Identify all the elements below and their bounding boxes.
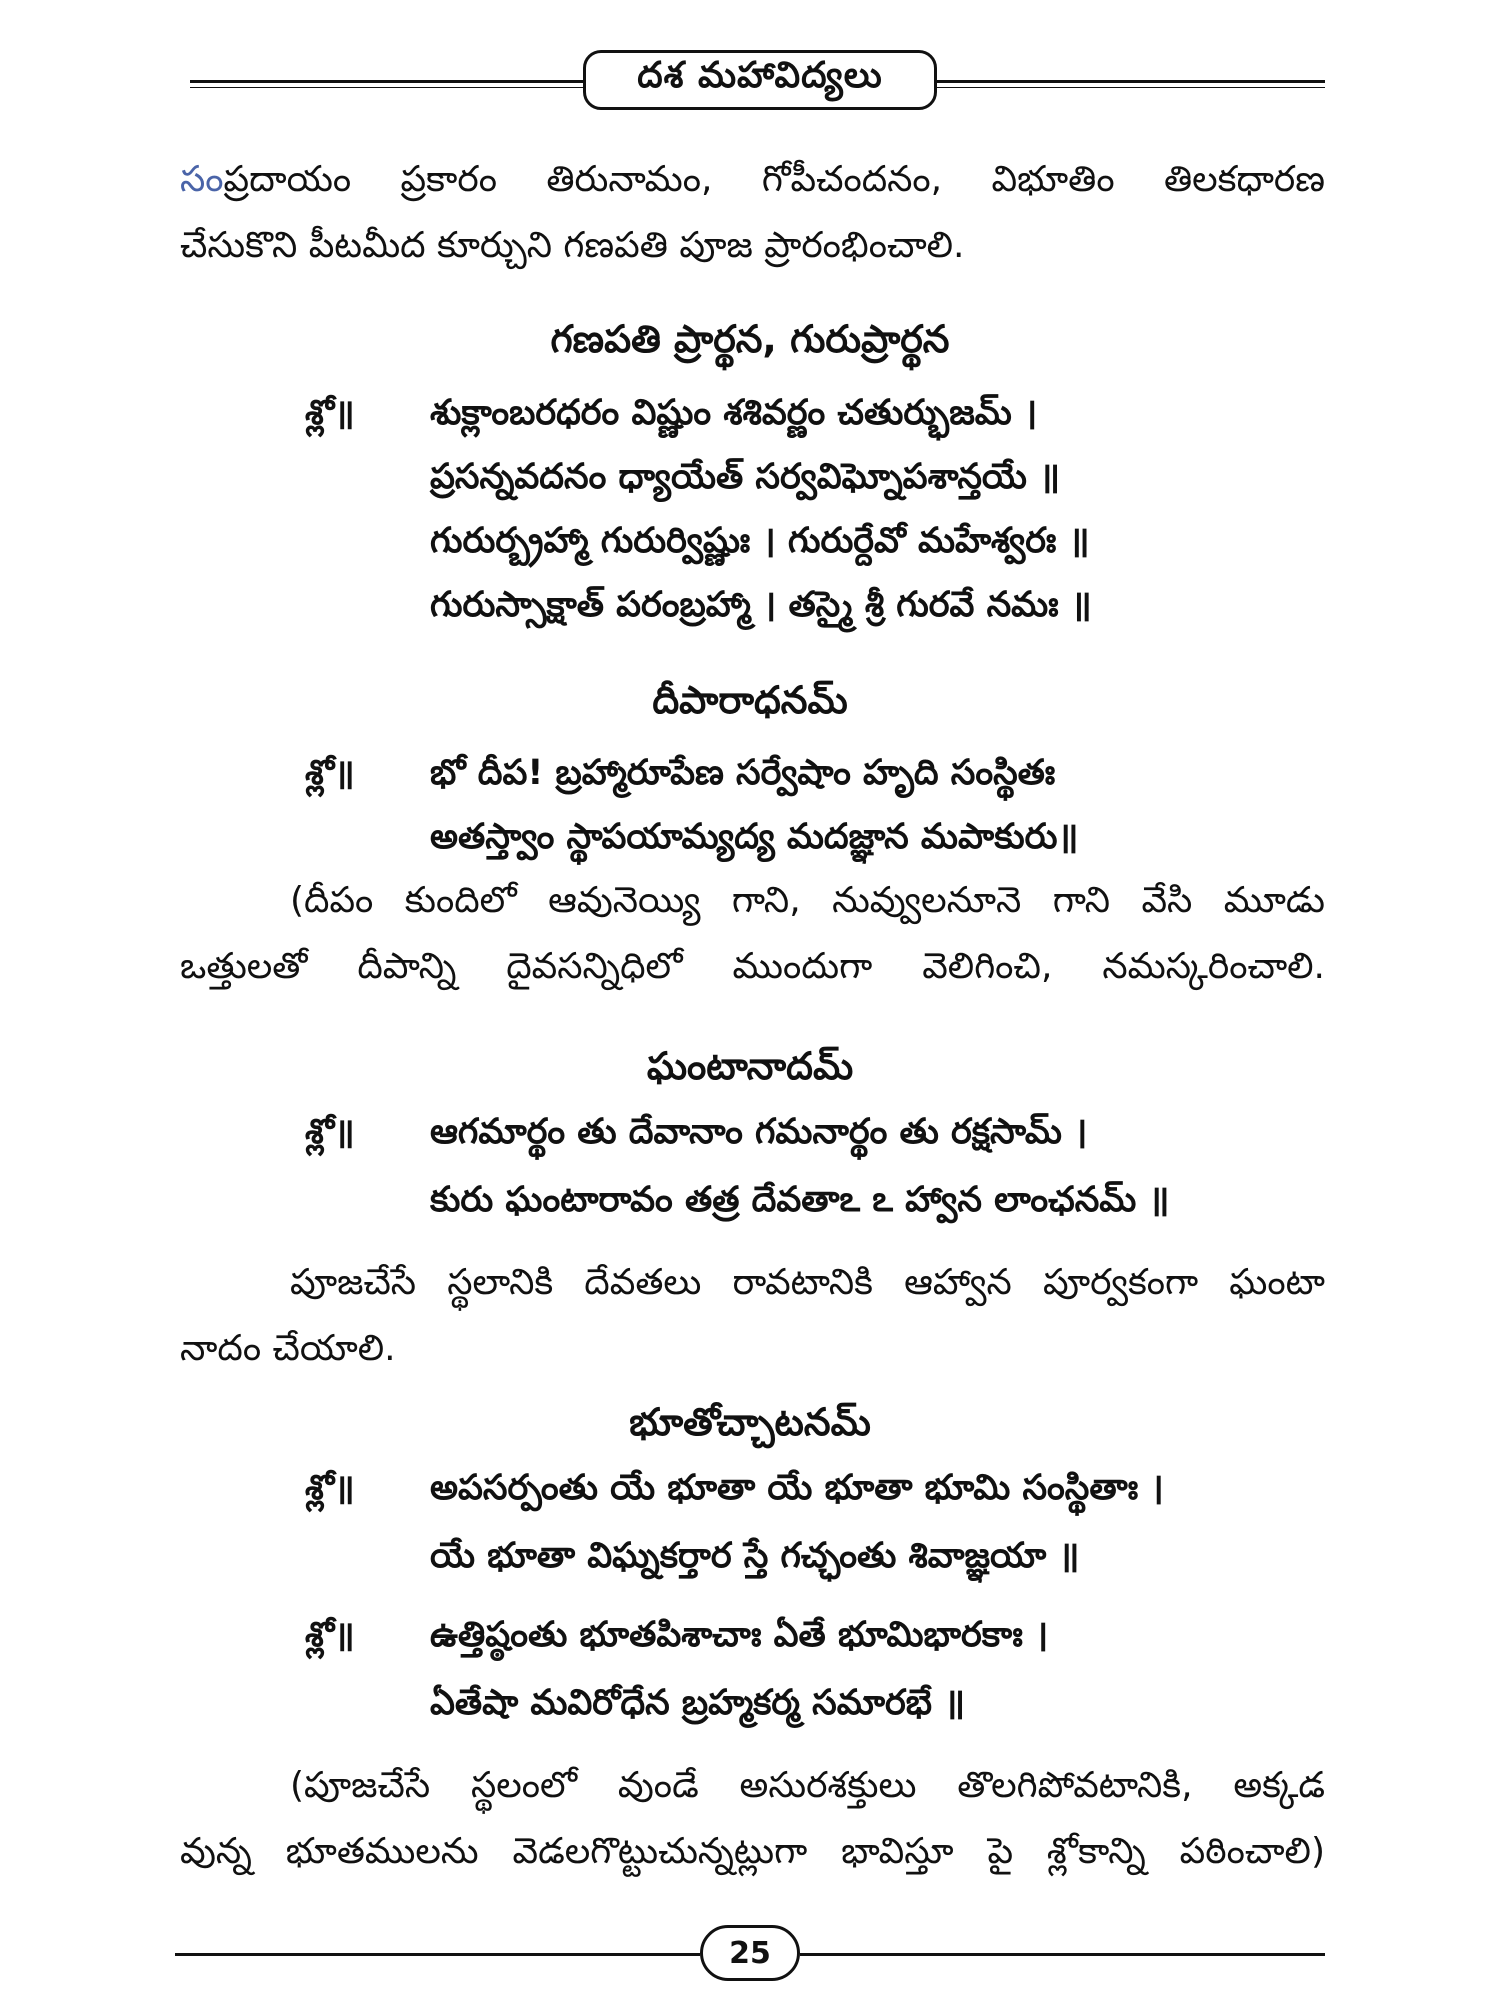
verse-line: భో దీప! బ్రహ్మారూపేణ సర్వేషాం హృది సంస్థితః: [430, 753, 1056, 793]
verse-line: గురుర్బ్రహ్మా గురుర్విష్ణుః । గురుర్దేవో మహేశ్వరః ॥: [430, 521, 1090, 561]
intro-line-1-text: ప్రదాయం ప్రకారం తిరునామం, గోపీచందనం, విభూతిం తిలకధారణ: [223, 159, 1325, 200]
verse-line: ఉత్తిష్ఠంతు భూతపిశాచాః ఏతే భూమిభారకాః ।: [430, 1615, 1049, 1655]
section-heading-ganapati: గణపతి ప్రార్థన, గురుప్రార్థన: [550, 317, 950, 361]
note-line: (దీపం కుందిలో ఆవునెయ్యి గాని, నువ్వులనూనె గాని వేసి మూడు: [290, 880, 1325, 921]
note-line: ఒత్తులతో దీపాన్ని దైవసన్నిధిలో ముందుగా వెలిగించి, నమస్కరించాలి.: [180, 946, 1325, 987]
note-line: నాదం చేయాలి.: [180, 1328, 396, 1369]
intro-accent: సం: [180, 159, 224, 200]
note-line: (పూజచేసే స్థలంలో వుండే అసురశక్తులు తొలగిపోవటానికి, అక్కడ: [290, 1765, 1325, 1806]
page-header-title: దశ మహావిద్యలు: [583, 50, 937, 110]
shloka-mark: శ్లో॥: [305, 1615, 355, 1655]
verse-line: గురుస్సాక్షాత్ పరంబ్రహ్మా । తస్మై శ్రీ గురవే నమః ॥: [430, 585, 1092, 625]
verse-line: ఆగమార్థం తు దేవానాం గమనార్థం తు రక్షసామ్ ।: [430, 1112, 1088, 1152]
intro-line-2: చేసుకొని పీటమీద కూర్చుని గణపతి పూజ ప్రారంభించాలి.: [180, 225, 965, 266]
verse-line: ప్రసన్నవదనం ధ్యాయేత్ సర్వవిఘ్నోపశాన్తయే ॥: [430, 457, 1061, 497]
verse-line: యే భూతా విఘ్నకర్తార స్తే గచ్ఛంతు శివాజ్ఞయా ॥: [430, 1536, 1080, 1576]
footer-rule-right: [800, 1953, 1325, 1956]
footer-rule-left: [175, 1953, 700, 1956]
verse-line: శుక్లాంబరధరం విష్ణుం శశివర్ణం చతుర్భుజమ్ ।: [430, 393, 1038, 433]
shloka-mark: శ్లో॥: [305, 1112, 355, 1152]
section-heading-ghanta: ఘంటానాదమ్: [646, 1044, 854, 1088]
note-line: వున్న భూతములను వెడలగొట్టుచున్నట్లుగా భావిస్తూ పై శ్లోకాన్ని పఠించాలి): [180, 1831, 1325, 1872]
section-heading-deepa: దీపారాధనమ్: [652, 678, 848, 722]
intro-line-1: [180, 147, 1325, 213]
shloka-mark: శ్లో॥: [305, 753, 355, 793]
verse-line: అపసర్పంతు యే భూతా యే భూతా భూమి సంస్థితాః ।: [430, 1468, 1164, 1508]
header-rule-left: [190, 80, 583, 83]
verse-line: ఏతేషా మవిరోధేన బ్రహ్మకర్మ సమారభే ॥: [430, 1683, 966, 1723]
shloka-mark: శ్లో॥: [305, 1468, 355, 1508]
header-rule-right: [937, 80, 1325, 83]
verse-line: కురు ఘంటారావం తత్ర దేవతాఽ ఽ హ్వాన లాంఛనమ్ ॥: [430, 1180, 1170, 1220]
shloka-mark: శ్లో॥: [305, 393, 355, 433]
page-number: 25: [700, 1925, 800, 1981]
section-heading-bhuta: భూతోచ్చాటనమ్: [629, 1400, 871, 1444]
note-line: పూజచేసే స్థలానికి దేవతలు రావటానికి ఆహ్వాన పూర్వకంగా ఘంటా: [290, 1262, 1325, 1303]
verse-line: అతస్త్వాం స్థాపయామ్యద్య మదజ్ఞాన మపాకురు॥: [430, 817, 1079, 857]
